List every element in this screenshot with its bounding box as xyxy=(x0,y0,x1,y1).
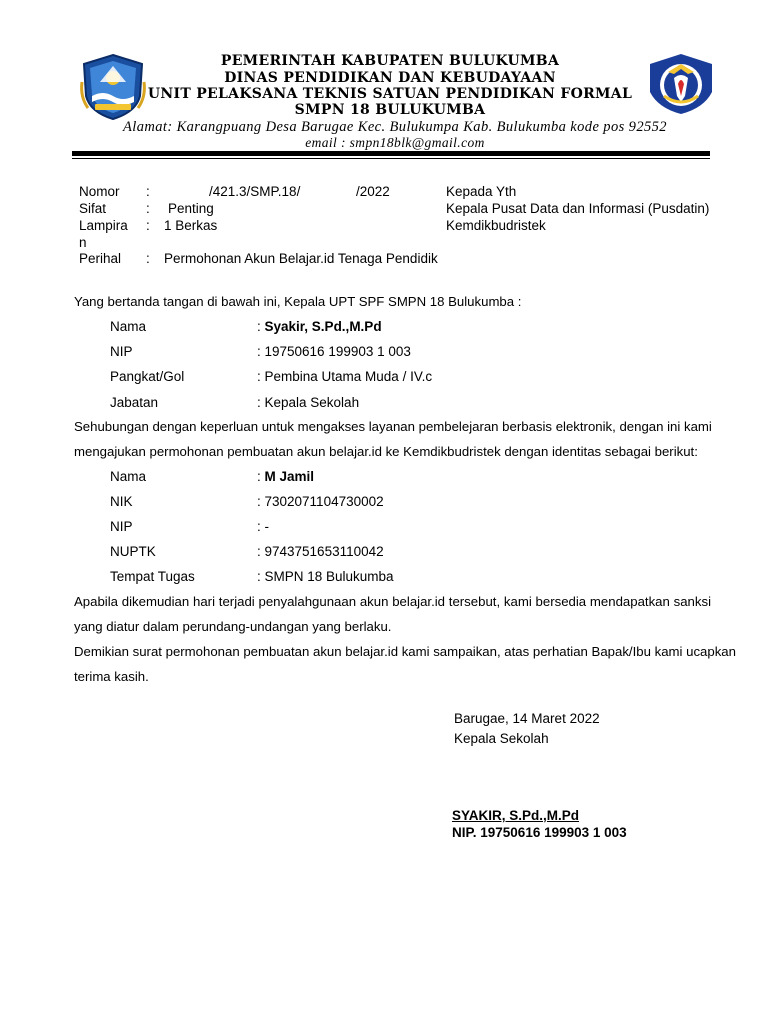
letterhead-line4: SMPN 18 BULUKUMBA xyxy=(294,102,486,118)
applicant-nip-label: NIP xyxy=(110,519,133,534)
para3-line1: Demikian surat permohonan pembuatan akun belajar.id kami sampaikan, atas perhatian Bapak/Ibu kami ucapkan xyxy=(74,644,736,659)
letterhead-divider-thin xyxy=(72,158,710,159)
applicant-nik-label: NIK xyxy=(110,494,133,509)
perihal-label: Perihal xyxy=(79,251,122,266)
para1-line1: Sehubungan dengan keperluan untuk mengakses layanan pembelejaran berbasis elektronik, dengan ini kami xyxy=(74,419,712,434)
signer-position-value: : Kepala Sekolah xyxy=(257,395,360,410)
sifat-colon: : xyxy=(146,201,150,216)
lampiran-value: 1 Berkas xyxy=(164,218,218,233)
signature-nip: NIP. 19750616 199903 1 003 xyxy=(452,825,627,840)
signature-name: SYAKIR, S.Pd.,M.Pd xyxy=(452,808,580,823)
para2-line2: yang diatur dalam perundang-undangan yang berlaku. xyxy=(74,619,392,634)
applicant-workplace-value: : SMPN 18 Bulukumba xyxy=(257,569,394,584)
signature-place-date: Barugae, 14 Maret 2022 xyxy=(454,711,600,726)
lampiran-label: Lampira xyxy=(79,218,128,233)
letterhead-line3: UNIT PELAKSANA TEKNIS SATUAN PENDIDIKAN FORMAL xyxy=(147,86,633,102)
recipient-line1: Kepada Yth xyxy=(446,184,517,199)
nomor-label: Nomor xyxy=(79,184,120,199)
applicant-nip-value: : - xyxy=(257,519,269,534)
signer-nip-label: NIP xyxy=(110,344,133,359)
letterhead-address: Alamat: Karangpuang Desa Barugae Kec. Bulukumpa Kab. Bulukumba kode pos 92552 xyxy=(123,119,667,135)
signer-rank-value: : Pembina Utama Muda / IV.c xyxy=(257,369,433,384)
perihal-value: Permohonan Akun Belajar.id Tenaga Pendidik xyxy=(164,251,438,266)
para1-line2: mengajukan permohonan pembuatan akun belajar.id ke Kemdikbudristek dengan identitas sebagai berikut: xyxy=(74,444,698,459)
applicant-nuptk-label: NUPTK xyxy=(110,544,156,559)
applicant-name-value: : M Jamil xyxy=(257,469,315,484)
nomor-colon: : xyxy=(146,184,150,199)
letterhead-divider-thick xyxy=(72,151,710,156)
applicant-workplace-label: Tempat Tugas xyxy=(110,569,195,584)
signer-position-label: Jabatan xyxy=(110,395,159,410)
para3-line2: terima kasih. xyxy=(74,669,149,684)
signature-position: Kepala Sekolah xyxy=(454,731,549,746)
letterhead-email: email : smpn18blk@gmail.com xyxy=(305,135,485,150)
sifat-label: Sifat xyxy=(79,201,107,216)
nomor-year: /2022 xyxy=(356,184,390,199)
letterhead-line1: PEMERINTAH KABUPATEN BULUKUMBA xyxy=(220,53,560,69)
applicant-nik-value: : 7302071104730002 xyxy=(257,494,384,509)
intro-text: Yang bertanda tangan di bawah ini, Kepala UPT SPF SMPN 18 Bulukumba : xyxy=(74,294,522,309)
applicant-name-label: Nama xyxy=(110,469,147,484)
nomor-value: /421.3/SMP.18/ xyxy=(209,184,301,199)
applicant-nuptk-value: : 9743751653110042 xyxy=(257,544,384,559)
signer-name-label: Nama xyxy=(110,319,147,334)
recipient-line2: Kepala Pusat Data dan Informasi (Pusdatin) xyxy=(446,201,710,216)
recipient-line3: Kemdikbudristek xyxy=(446,218,546,233)
signer-nip-value: : 19750616 199903 1 003 xyxy=(257,344,411,359)
para2-line1: Apabila dikemudian hari terjadi penyalahgunaan akun belajar.id tersebut, kami bersedia mendapatkan sanksi xyxy=(74,594,711,609)
lampiran-label-wrap: n xyxy=(79,235,87,250)
sifat-value: Penting xyxy=(168,201,214,216)
lampiran-colon: : xyxy=(146,218,150,233)
letterhead-line2: DINAS PENDIDIKAN DAN KEBUDAYAAN xyxy=(224,70,556,86)
perihal-colon: : xyxy=(146,251,150,266)
signer-name-value: : Syakir, S.Pd.,M.Pd xyxy=(257,319,382,334)
signer-rank-label: Pangkat/Gol xyxy=(110,369,185,384)
